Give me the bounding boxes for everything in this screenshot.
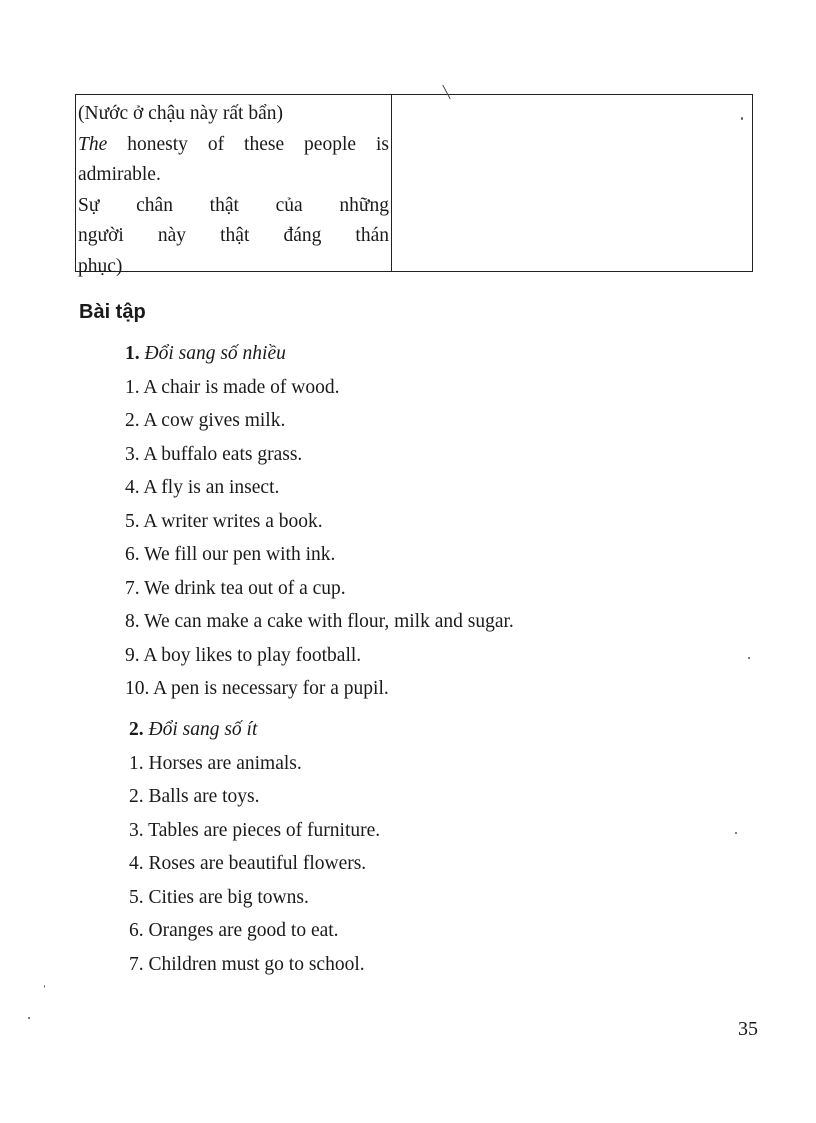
italic-word: The — [78, 133, 108, 155]
list-item: 8. We can make a cake with flour, milk and sugar. — [125, 611, 514, 632]
table-line: người này thật đáng thán — [78, 225, 389, 246]
exercise-number: 2. — [129, 719, 144, 740]
scan-speck — [28, 1017, 30, 1019]
list-item: 5. Cities are big towns. — [129, 886, 309, 908]
exercise-title — [129, 713, 380, 747]
table-left-cell — [76, 95, 392, 277]
table-right-cell — [392, 95, 752, 271]
exercise-2 — [129, 713, 380, 981]
list-item: 1. A chair is made of wood. — [125, 376, 340, 398]
list-item: 5. A writer writes a book. — [125, 510, 323, 532]
list-item: 9. A boy likes to play football. — [125, 644, 362, 666]
list-item: 3. Tables are pieces of furniture. — [129, 819, 381, 841]
list-item: 7. Children must go to school. — [129, 953, 365, 975]
list-item: 2. A cow gives milk. — [125, 410, 286, 431]
exercise-title-text: Đổi sang số nhiều — [144, 343, 286, 364]
table-line: phục) — [78, 255, 123, 277]
scan-speck — [735, 832, 737, 834]
table-line — [78, 130, 389, 161]
exercise-1 — [125, 337, 514, 706]
table-line: Sự chân thật của những — [78, 194, 389, 216]
table-line: admirable. — [78, 164, 161, 185]
list-item: 3. A buffalo eats grass. — [125, 443, 303, 465]
list-item: 4. A fly is an insect. — [125, 477, 280, 498]
scan-speck — [748, 657, 750, 659]
exercise-number: 1. — [125, 343, 140, 364]
scan-speck — [44, 985, 45, 988]
exercise-title — [125, 337, 514, 371]
list-item: 7. We drink tea out of a cup. — [125, 577, 346, 599]
list-item: 10. A pen is necessary for a pupil. — [125, 678, 389, 699]
list-item: 2. Balls are toys. — [129, 786, 260, 807]
table-line: (Nước ở chậu này rất bẩn) — [78, 103, 283, 124]
list-item: 6. Oranges are good to eat. — [129, 920, 339, 941]
exercise-title-text: Đổi sang số ít — [148, 719, 258, 740]
scan-speck — [741, 117, 743, 120]
list-item: 1. Horses are animals. — [129, 752, 302, 774]
table-line-rest: honesty of these people is — [127, 133, 389, 155]
section-heading: Bài tập — [79, 301, 146, 323]
page-number: 35 — [738, 1018, 758, 1040]
list-item: 6. We fill our pen with ink. — [125, 544, 336, 565]
list-item: 4. Roses are beautiful flowers. — [129, 853, 367, 874]
example-table — [75, 94, 753, 277]
